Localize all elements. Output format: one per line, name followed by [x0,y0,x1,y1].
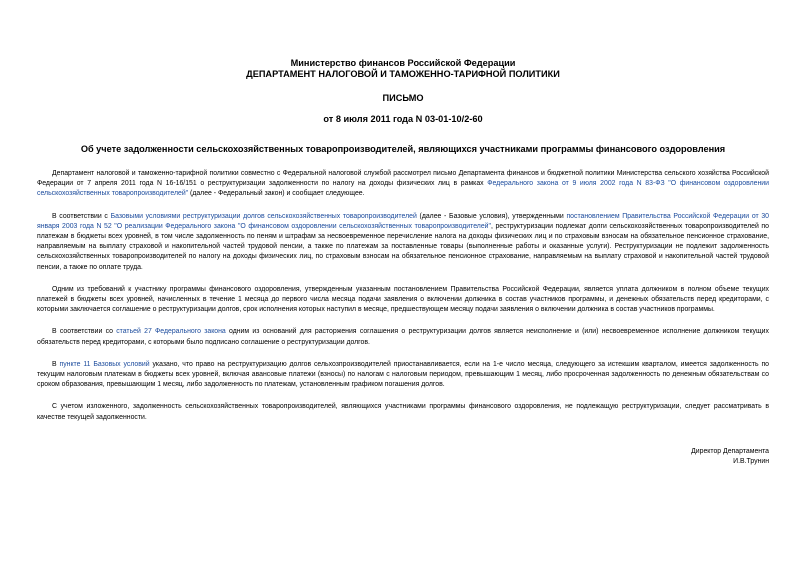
document-subject: Об учете задолженности сельскохозяйственных товаропроизводителей, являющихся участниками программы финансового оздоровления [80,144,726,154]
document-body [37,169,769,423]
department-name: ДЕПАРТАМЕНТ НАЛОГОВОЙ И ТАМОЖЕННО-ТАРИФНОЙ ПОЛИТИКИ [246,69,560,79]
paragraph-6 [37,402,769,422]
link-government-resolution-52[interactable]: постановлением Правительства Российской Федерации от 30 января 2003 года N 52 "О реализации Федерального закона "О финансовом оздоровлении сельскохозяйственных товаропроизводителей" [37,212,770,230]
paragraph-5 [37,360,769,391]
document-page [37,58,770,466]
signature-block [691,447,769,467]
paragraph-4-text-2: одним из оснований для расторжения соглашения о реструктуризации долгов является неисполнение и (или) несвоевременное исполнение должником текущих обязательств перед кредиторами, с которыми было подписано соглашение о реструктуризации долгов. [37,328,769,346]
paragraph-5-text-1: В [52,360,60,368]
link-clause-11-base-conditions[interactable]: пункте 11 Базовых условий [59,360,150,368]
document-date-number: от 8 июля 2011 года N 03-01-10/2-60 [323,114,483,124]
signatory-position: Директор Департамента [691,448,769,455]
paragraph-2-text-1: В соответствии с [52,212,111,220]
paragraph-2 [37,212,769,273]
paragraph-6-text-1: С учетом изложенного, задолженность сельскохозяйственных товаропроизводителей, являющихся участниками программы финансового оздоровления, не подлежащую реструктуризации, следует рассматривать в качестве текущей задолженности. [37,403,769,421]
paragraph-1-text-1: Департамент налоговой и таможенно-тарифной политики совместно с Федеральной налоговой службой рассмотрел письмо Департамента финансов и бюджетной политики Министерства сельского хозяйства Российской Федерации от 7 апреля 2011 года N 16-16/151 о реструктуризации задолженности по налогу на доходы физических лиц в рамках [37,170,769,188]
paragraph-2-text-3: , реструктуризации подлежат долги сельскохозяйственных товаропроизводителей по платежам в бюджеты всех уровней, в том числе задолженность по пеням и штрафам за несвоевременное перечисление налога на доходы физических лиц и по страховым взносам на обязательное пенсионное страхование, направляемым на выплату страховой и накопительной частей трудовой пенсии, а также по платежам за поставленные товары (выполненные работы и оказанные услуги). Реструктуризации не подлежит задолженность сельскохозяйственных товаропроизводителей по налогу на доходы физических лиц, по страховым взносам на обязательное пенсионное страхование, направляемым на выплату страховой и накопительной частей трудовой пенсии, а также по оплате труда. [37,222,769,271]
paragraph-1-text-2: (далее - Федеральный закон) и сообщает следующее. [188,190,365,198]
ministry-name: Министерство финансов Российской Федерации [290,58,516,68]
signatory-name: И.В.Трунин [733,458,769,466]
paragraph-2-text-2: (далее - Базовые условия), утвержденными [416,212,567,220]
document-header [37,58,769,80]
link-base-conditions[interactable]: Базовыми условиями реструктуризации долгов сельскохозяйственных товаропроизводителей [110,212,417,220]
paragraph-4 [37,327,769,347]
paragraph-4-text-1: В соответствии со [52,328,117,336]
link-article-27[interactable]: статьей 27 Федерального закона [116,328,226,336]
paragraph-5-text-2: указано, что право на реструктуризацию долгов сельхозпроизводителей приостанавливается, если на 1-е число месяца, следующего за истекшим кварталом, имеется задолженность по текущим налоговым платежам в бюджеты всех уровней, включая авансовые платежи (взносы) по налогам с налоговым периодом, превышающим 1 месяц, либо просроченная задолженность по денежным обязательствам со сроком образования, превышающим 1 месяц, либо задолженность по платежам, установленным графиком погашения долгов. [37,360,770,389]
paragraph-3-text-1: Одним из требований к участнику программы финансового оздоровления, утвержденным указанным постановлением Правительства Российской Федерации, является уплата должником в полном объеме текущих платежей в бюджеты всех уровней, начисленных в течение 1 месяца до первого числа месяца подачи заявления о включении должника в состав участников программы, и денежных обязательств перед кредиторами, с которыми заключается соглашение о реструктуризации долгов, срок исполнения которых наступил в месяце, предшествующем месяцу подачи заявления о включении должника в состав участников программы. [37,285,769,314]
paragraph-3 [37,285,769,316]
link-federal-law-83fz[interactable]: Федерального закона от 9 июля 2002 года N 83-ФЗ "О финансовом оздоровлении сельскохозяйственных товаропроизводителей" [37,180,769,198]
paragraph-1 [37,169,769,200]
document-type: ПИСЬМО [382,93,424,103]
